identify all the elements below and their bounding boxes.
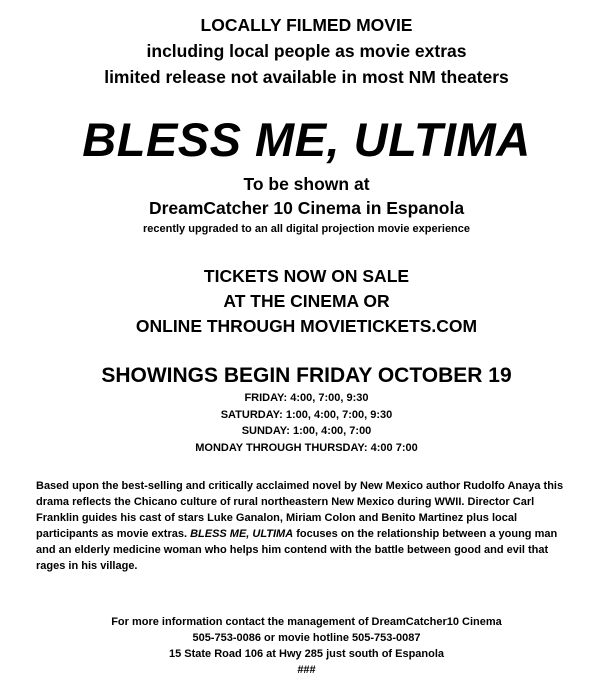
venue-note: recently upgraded to an all digital projection movie experience bbox=[142, 223, 471, 235]
description-part-2: focuses on the relationship between a young man and an elderly medicine woman who helps him contend with the battle between good and evil that rages in his village. bbox=[36, 528, 558, 572]
showings-heading: SHOWINGS BEGIN FRIDAY OCTOBER 19 bbox=[101, 364, 512, 387]
venue-intro: To be shown at bbox=[243, 174, 370, 194]
intro-block bbox=[0, 12, 613, 90]
contact-line-phones: 505-753-0086 or movie hotline 505-753-0087 bbox=[192, 632, 421, 644]
intro-line-local-extras: including local people as movie extras bbox=[146, 41, 467, 61]
schedule-friday: FRIDAY: 4:00, 7:00, 9:30 bbox=[244, 392, 369, 404]
schedule-saturday: SATURDAY: 1:00, 4:00, 7:00, 9:30 bbox=[220, 408, 393, 421]
contact-line-address: 15 State Road 106 at Hwy 285 just south of Espanola bbox=[168, 648, 445, 660]
tickets-block bbox=[0, 264, 613, 339]
contact-block bbox=[0, 614, 613, 678]
showings-block bbox=[0, 362, 613, 456]
description-title: BLESS ME, ULTIMA bbox=[190, 528, 294, 540]
tickets-line-1: TICKETS NOW ON SALE bbox=[203, 266, 410, 286]
venue-name: DreamCatcher 10 Cinema in Espanola bbox=[148, 198, 465, 218]
movie-description bbox=[36, 478, 576, 574]
tickets-line-3: ONLINE THROUGH MOVIETICKETS.COM bbox=[135, 316, 478, 336]
schedule-sunday: SUNDAY: 1:00, 4:00, 7:00 bbox=[241, 425, 372, 437]
venue-block bbox=[0, 172, 613, 238]
contact-end-mark: ### bbox=[297, 664, 316, 676]
movie-title: BLESS ME, ULTIMA bbox=[82, 113, 531, 166]
schedule-weekdays: MONDAY THROUGH THURSDAY: 4:00 7:00 bbox=[195, 441, 418, 454]
intro-line-limited-release: limited release not available in most NM theaters bbox=[104, 67, 509, 87]
tickets-line-2: AT THE CINEMA OR bbox=[223, 291, 390, 311]
contact-line-management: For more information contact the management of DreamCatcher10 Cinema bbox=[111, 616, 502, 628]
intro-line-locally-filmed: LOCALLY FILMED MOVIE bbox=[200, 15, 413, 35]
description-part-1: Based upon the best-selling and critically acclaimed novel by New Mexico author Rudolfo Anaya this drama reflects the Chicano culture of rural northeastern New Mexico during WWII. Director Carl Franklin guides his cast of stars Luke Ganalon, Miriam Colon and Benito Martinez plus local participants as movie extras. bbox=[36, 480, 564, 540]
